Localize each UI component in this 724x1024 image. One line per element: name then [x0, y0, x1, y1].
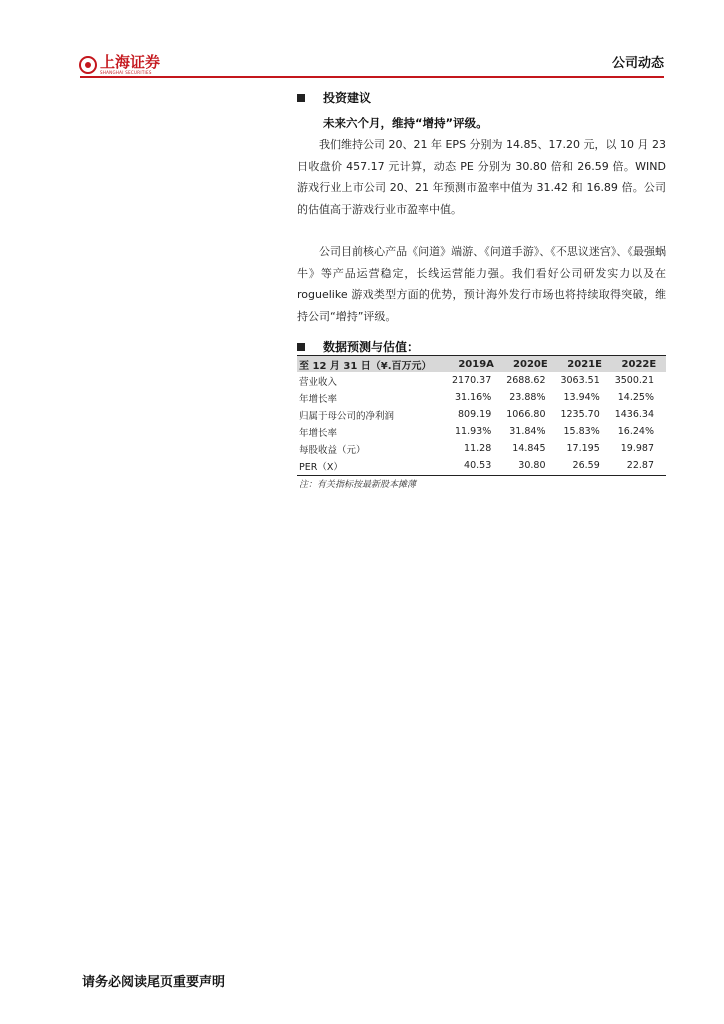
logo-text-en: SHANGHAI SECURITIES — [100, 70, 152, 75]
table-cell: 809.19 — [458, 409, 492, 420]
logo-emblem-icon — [79, 56, 97, 74]
table-cell: 26.59 — [572, 460, 600, 471]
table-cell: 14.845 — [512, 443, 546, 454]
section-label: 公司动态 — [611, 56, 664, 71]
table-cell: 1436.34 — [614, 409, 654, 420]
table-header-cell: 2021E — [558, 356, 612, 372]
table-header-cell: 至 12 月 31 日（¥.百万元） — [297, 356, 449, 372]
table-cell: 11.28 — [464, 443, 492, 454]
table-cell: 2688.62 — [506, 375, 546, 386]
table-cell: 13.94% — [563, 392, 600, 403]
valuation-paragraph: 我们维持公司 20、21 年 EPS 分别为 14.85、17.20 元，以 10 月 23 日收盘价 457.17 元计算，动态 PE 分别为 30.80 倍和 26.59 倍。WIND 游戏行业上市公司 20、21 年预测市盈率中值为 31.42 和 16.89 倍。公司的估值高于游戏行业市盈率中值。 — [297, 138, 667, 216]
square-bullet-icon — [297, 343, 305, 351]
footer-disclaimer: 请务必阅读尾页重要声明 — [82, 975, 226, 990]
header-divider — [80, 76, 664, 78]
table-header-cell: 2022E — [612, 356, 666, 372]
table-row — [297, 406, 666, 423]
table-cell: 15.83% — [563, 426, 600, 437]
company-logo — [79, 55, 160, 75]
table-cell: 1235.70 — [560, 409, 600, 420]
table-row — [297, 389, 666, 406]
table-cell: 31.16% — [455, 392, 492, 403]
table-header-cell: 2019A — [449, 356, 503, 372]
table-cell: 3500.21 — [614, 375, 654, 386]
table-cell: PER（X） — [299, 461, 343, 473]
table-row — [297, 423, 666, 440]
table-row — [297, 440, 666, 457]
table-header-cell: 2020E — [503, 356, 557, 372]
table-cell: 40.53 — [464, 460, 492, 471]
table-cell: 17.195 — [566, 443, 600, 454]
table-cell: 营业收入 — [299, 376, 338, 388]
table-row — [297, 372, 666, 389]
table-cell: 年增长率 — [299, 427, 338, 439]
forecast-title-text: 数据预测与估值： — [323, 340, 420, 354]
rating-highlight: 未来六个月，维持“增持”评级。 — [323, 116, 488, 130]
table-cell: 1066.80 — [506, 409, 546, 420]
table-cell: 年增长率 — [299, 393, 338, 405]
investment-title-text: 投资建议 — [323, 91, 372, 105]
table-cell: 16.24% — [617, 426, 654, 437]
table-row — [297, 457, 666, 474]
table-cell: 14.25% — [617, 392, 654, 403]
investment-section-title — [297, 89, 371, 106]
table-cell: 3063.51 — [560, 375, 600, 386]
table-note: 注：有关指标按最新股本摊薄 — [299, 480, 417, 490]
logo-text-cn: 上海证券 — [100, 53, 161, 71]
forecast-table — [297, 356, 666, 474]
table-cell: 归属于母公司的净利润 — [299, 410, 395, 422]
table-cell: 22.87 — [626, 460, 654, 471]
table-cell: 11.93% — [455, 426, 492, 437]
products-paragraph: 公司目前核心产品《问道》端游、《问道手游》、《不思议迷宫》、《最强蜗牛》等产品运营稳定，长线运营能力强。我们看好公司研发实力以及在 roguelike 游戏类型方面的优势，预计海外发行市场也将持续取得突破，维持公司“增持”评级。 — [297, 245, 666, 323]
square-bullet-icon — [297, 94, 305, 102]
forecast-section-title — [297, 338, 419, 355]
table-cell: 23.88% — [509, 392, 546, 403]
table-cell: 30.80 — [518, 460, 546, 471]
table-cell: 19.987 — [620, 443, 654, 454]
table-cell: 31.84% — [509, 426, 546, 437]
table-bottom-rule — [297, 475, 666, 476]
table-header-row — [297, 356, 666, 372]
table-cell: 每股收益（元） — [299, 444, 366, 456]
table-cell: 2170.37 — [451, 375, 492, 386]
